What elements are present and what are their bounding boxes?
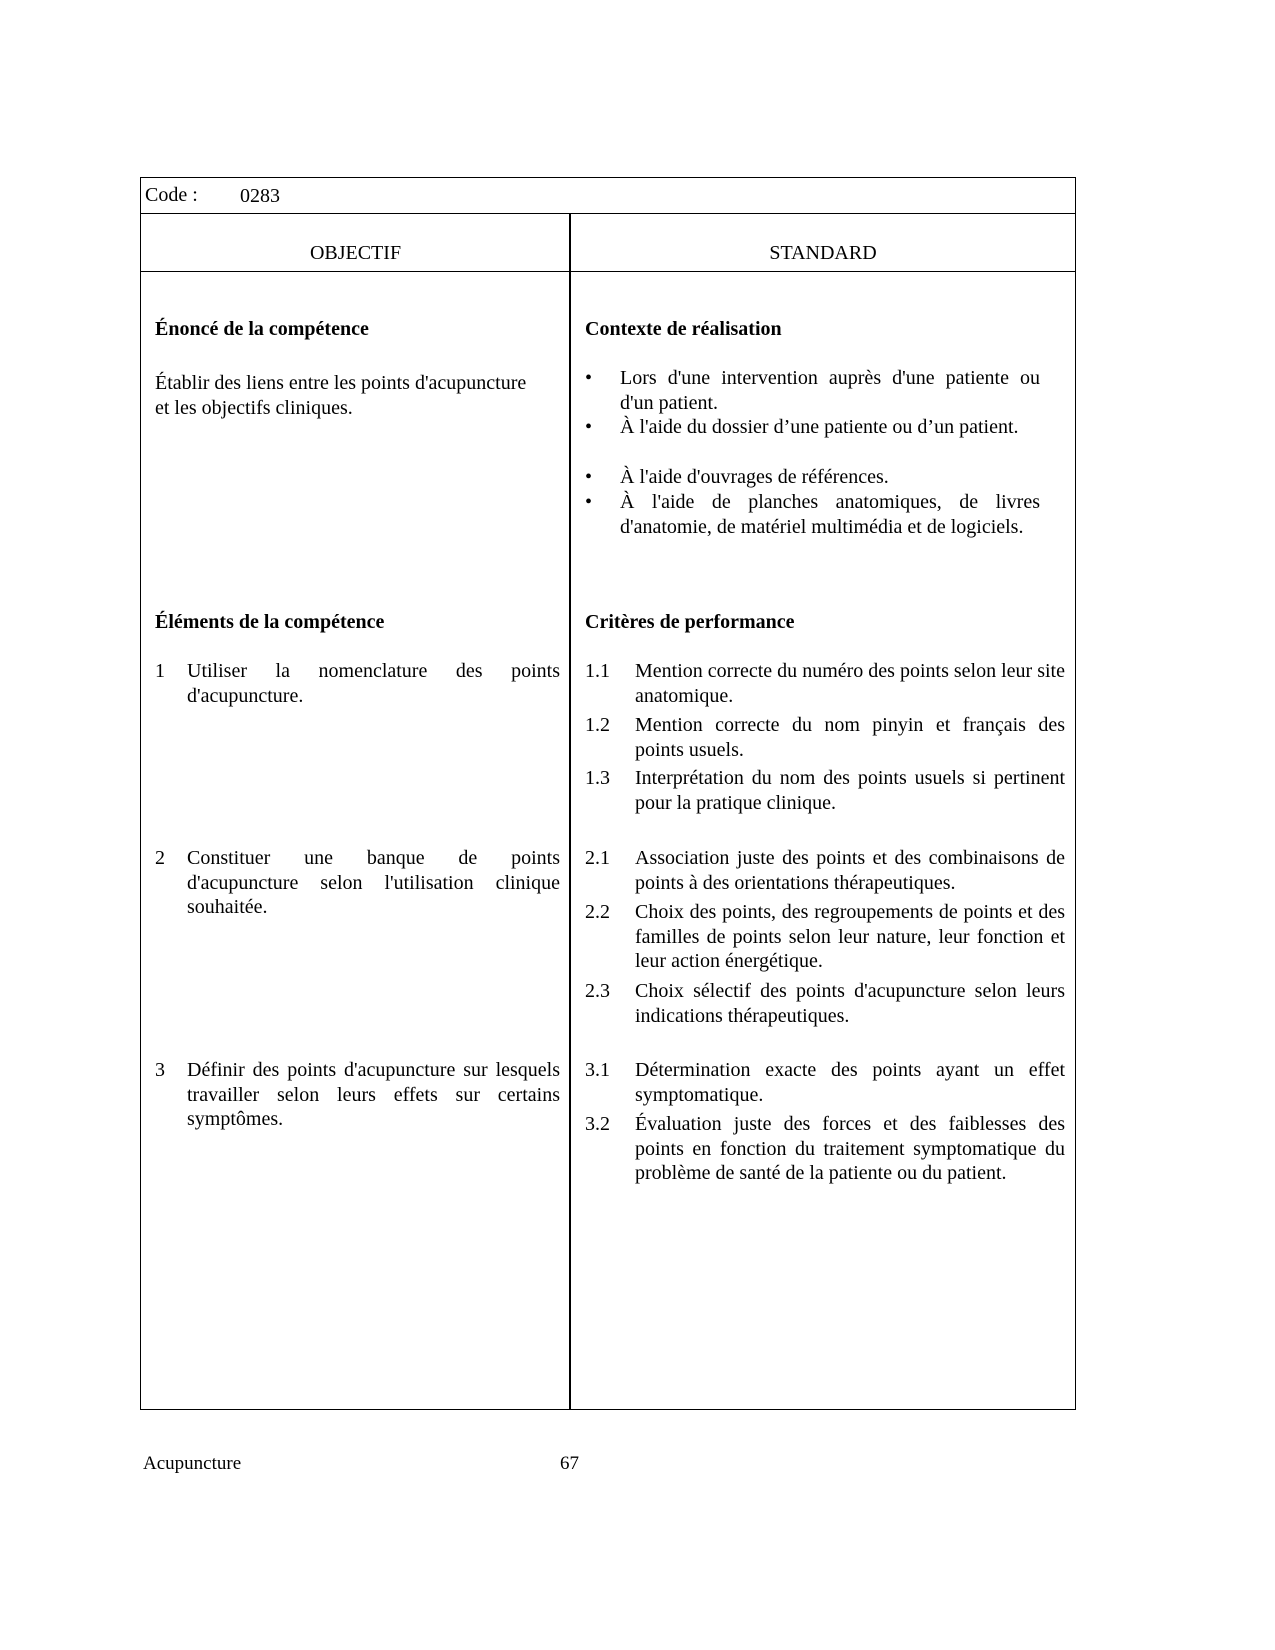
critere-number: 1.2 xyxy=(585,714,610,736)
critere-text: Mention correcte du nom pinyin et français des points usuels. xyxy=(635,714,1065,761)
bullet-icon: • xyxy=(585,416,593,438)
enonce-text: Établir des liens entre les points d'acupuncture et les objectifs cliniques. xyxy=(155,372,527,419)
critere-text: Choix des points, des regroupements de points et des familles de points selon leur nature, leur fonction et leur action énergétique. xyxy=(635,901,1065,973)
table-border-right xyxy=(1075,177,1076,1410)
header-standard: STANDARD xyxy=(769,242,877,264)
header-objectif: OBJECTIF xyxy=(309,242,402,264)
critere-number: 2.2 xyxy=(585,901,610,923)
critere-text: Choix sélectif des points d'acupuncture selon leurs indications thérapeutiques. xyxy=(635,980,1065,1027)
bullet-icon: • xyxy=(585,466,593,488)
table-border-left xyxy=(140,177,141,1410)
footer-title: Acupuncture xyxy=(143,1453,242,1474)
element-number: 2 xyxy=(155,847,165,869)
critere-text: Mention correcte du numéro des points selon leur site anatomique. xyxy=(635,660,1065,707)
critere-number: 2.1 xyxy=(585,847,610,869)
critere-number: 1.1 xyxy=(585,660,610,682)
bullet-icon: • xyxy=(585,491,593,513)
element-text: Constituer une banque de points d'acupuncture selon l'utilisation clinique souhaitée. xyxy=(187,847,560,919)
critere-text: Interprétation du nom des points usuels si pertinent pour la pratique clinique. xyxy=(635,767,1065,814)
contexte-text: À l'aide du dossier d’une patiente ou d’un patient. xyxy=(620,416,1019,438)
critere-number: 1.3 xyxy=(585,767,610,789)
contexte-text: À l'aide d'ouvrages de références. xyxy=(620,466,889,488)
code-label: Code : xyxy=(145,184,198,206)
element-number: 1 xyxy=(155,660,165,682)
critere-text: Association juste des points et des combinaisons de points à des orientations thérapeutiques. xyxy=(635,847,1065,894)
elements-title: Éléments de la compétence xyxy=(155,611,385,633)
code-value: 0283 xyxy=(240,185,280,207)
table-border-bottom xyxy=(140,1409,1076,1410)
page-number: 67 xyxy=(560,1453,579,1474)
element-number: 3 xyxy=(155,1059,165,1081)
element-text: Définir des points d'acupuncture sur lesquels travailler selon leurs effets sur certains symptômes. xyxy=(187,1059,560,1131)
contexte-text: Lors d'une intervention auprès d'une patiente ou d'un patient. xyxy=(620,367,1040,414)
code-row-divider xyxy=(140,213,1076,214)
table-border-top xyxy=(140,177,1076,178)
critere-text: Détermination exacte des points ayant un effet symptomatique. xyxy=(635,1059,1065,1106)
header-row-divider xyxy=(140,271,1076,272)
contexte-title: Contexte de réalisation xyxy=(585,318,782,340)
element-text: Utiliser la nomenclature des points d'acupuncture. xyxy=(187,660,560,707)
criteres-title: Critères de performance xyxy=(585,611,795,633)
critere-number: 3.1 xyxy=(585,1059,610,1081)
critere-text: Évaluation juste des forces et des faiblesses des points en fonction du traitement symptomatique du problème de santé de la patiente ou du patient. xyxy=(635,1113,1065,1185)
enonce-title: Énoncé de la compétence xyxy=(155,318,369,340)
critere-number: 3.2 xyxy=(585,1113,610,1135)
column-divider xyxy=(569,213,571,1410)
critere-number: 2.3 xyxy=(585,980,610,1002)
bullet-icon: • xyxy=(585,367,593,389)
contexte-text: À l'aide de planches anatomiques, de livres d'anatomie, de matériel multimédia et de logiciels. xyxy=(620,491,1040,538)
